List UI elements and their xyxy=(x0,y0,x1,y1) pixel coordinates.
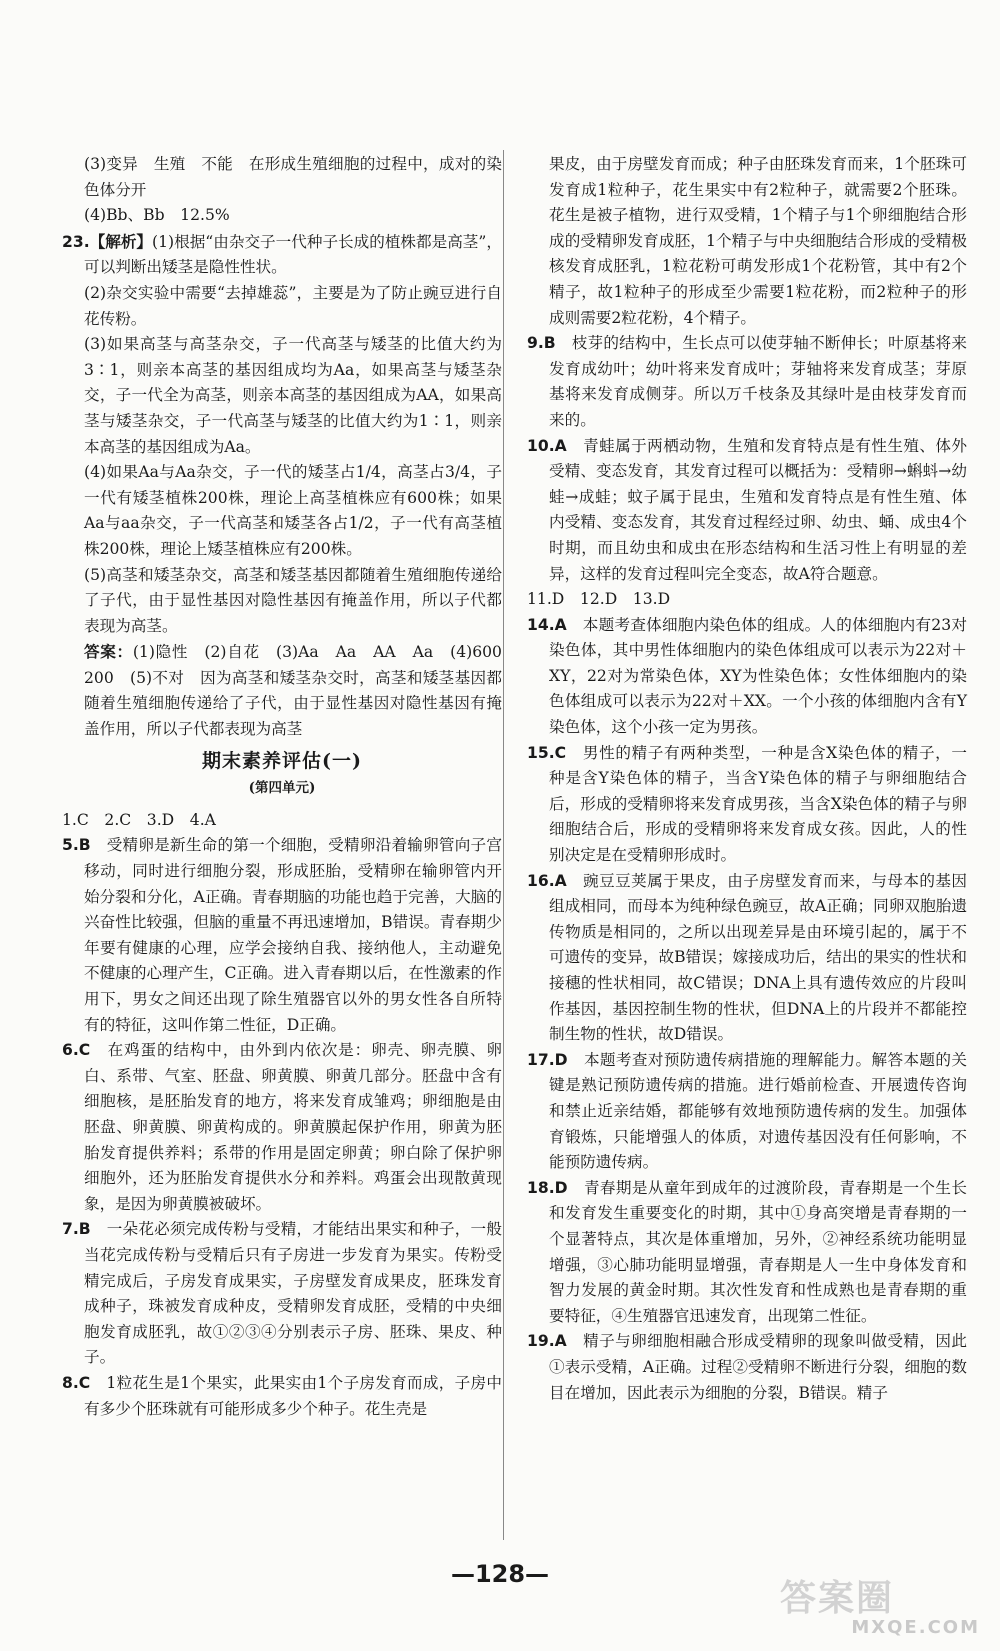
q9-text: 枝芽的结构中，生长点可以使芽轴不断伸长；叶原基将来发育成幼叶；幼叶将来发育成叶；芽轴将来发育成茎；芽原基将来发育成侧芽。所以万千枝条及其绿叶是由枝芽发育而来的。 xyxy=(549,334,967,429)
section-subtitle: (第四单元) xyxy=(248,780,316,797)
q5 xyxy=(62,833,502,1038)
q5-number: 5.B xyxy=(62,836,91,855)
watermark-site: MXQE.COM xyxy=(851,1617,980,1638)
q6-text: 在鸡蛋的结构中，由外到内依次是：卵壳、卵壳膜、卵白、系带、气室、胚盘、卵黄膜、卵黄几部分。胚盘中含有细胞核，是胚胎发育的地方，将来发育成雏鸡；卵细胞是由胚盘、卵黄膜、卵黄构成的。卵黄膜起保护作用，卵黄为胚胎发育提供养料；系带的作用是固定卵黄；卵白除了保护卵细胞外，还为胚胎发育提供水分和养料。鸡蛋会出现散黄现象，是因为卵黄膜被破坏。 xyxy=(84,1041,502,1213)
q23-answer xyxy=(62,639,518,742)
answer-label: 答案： xyxy=(84,642,133,662)
q22-part3: (3)变异 生殖 不能 在形成生殖细胞的过程中，成对的染色体分开 xyxy=(84,155,502,199)
q19-text: 精子与卵细胞相融合形成受精卵的现象叫做受精，因此①表示受精，A正确。过程②受精卵不断进行分裂，细胞的数目在增加，因此表示为细胞的分裂，B错误。精子 xyxy=(549,1332,967,1402)
q14-text: 本题考查体细胞内染色体的组成。人的体细胞内有23对染色体，其中男性体细胞内的染色体组成可以表示为22对＋XY，22对为常染色体，XY为性染色体；女性体细胞内的染色体组成可以表示为22对＋XX。一个小孩的体细胞内含有Y染色体，这个小孩一定为男孩。 xyxy=(549,615,967,737)
q8-continued: 果皮，由于房壁发育而成；种子由胚珠发育而来，1个胚珠可发育成1粒种子，花生果实中有2粒种子，就需要2个胚珠。花生是被子植物，进行双受精，1个精子与1个卵细胞结合形成的受精卵发育成胚，1个精子与中央细胞结合形成的受精极核发育成胚乳，1粒花粉可萌发形成1个花粉管，其中有2个精子，故1粒种子的形成至少需要1粒花粉，而2粒种子的形成则需要2粒花粉，4个精子。 xyxy=(549,155,967,327)
q15-text: 男性的精子有两种类型，一种是含X染色体的精子，一种是含Y染色体的精子，当含Y染色体的精子与卵细胞结合后，形成的受精卵将来发育成男孩，当含X染色体的精子与卵细胞结合后，形成的受精卵将来发育成女孩。因此，人的性别决定是在受精卵形成时。 xyxy=(549,743,967,865)
watermark-logo xyxy=(780,1570,980,1640)
q6 xyxy=(62,1038,502,1217)
page-number: —128— xyxy=(450,1560,550,1588)
q23-part1: (1)根据“由杂交子一代种子长成的植株都是高茎”，可以判断出矮茎是隐性性状。 xyxy=(84,232,502,277)
q23-number: 23. xyxy=(62,232,90,251)
q23-part3: (3)如果高茎与高茎杂交，子一代高茎与矮茎的比值大约为3∶1，则亲本高茎的基因组成均为Aa，如果高茎与矮茎杂交，子一代全为高茎，则亲本高茎的基因组成为AA，如果高茎与矮茎杂交，子一代高茎与矮茎的比值大约为1∶1，则亲本高茎的基因组成为Aa。 xyxy=(84,335,502,456)
column-divider xyxy=(503,150,504,1540)
q14-number: 14.A xyxy=(527,615,567,634)
q10-text: 青蛙属于两栖动物，生殖和发育特点是有性生殖、体外受精、变态发育，其发育过程可以概括为：受精卵→蝌蚪→幼蛙→成蛙；蚊子属于昆虫，生殖和发育特点是有性生殖、体内受精、变态发育，其发育过程经过卵、幼虫、蛹、成虫4个时期，而且幼虫和成虫在形态结构和生活习性上有明显的差异，这样的发育过程叫完全变态，故A符合题意。 xyxy=(549,436,967,583)
q17-text: 本题考查对预防遗传病措施的理解能力。解答本题的关键是熟记预防遗传病的措施。进行婚前检查、开展遗传咨询和禁止近亲结婚，都能够有效地预防遗传病的发生。加强体育锻炼，只能增强人的体质，对遗传基因没有任何影响，不能预防遗传病。 xyxy=(549,1050,967,1172)
q23-intro xyxy=(62,229,502,281)
q23-part2: (2)杂交实验中需要“去掉雄蕊”，主要是为了防止豌豆进行自花传粉。 xyxy=(84,283,502,328)
analysis-tag: 【解析】 xyxy=(89,231,153,251)
q7-text: 一朵花必须完成传粉与受精，才能结出果实和种子，一般当花完成传粉与受精后只有子房进一步发育为果实。传粉受精完成后，子房发育成果实，子房壁发育成果皮，胚珠发育成种子，珠被发育成种皮，受精卵发育成胚，受精的中央细胞发育成胚乳，故①②③④分别表示子房、胚珠、果皮、种子。 xyxy=(84,1220,502,1367)
q1-4-answers: 1.C 2.C 3.D 4.A xyxy=(62,810,216,829)
answer-text: (1)隐性 (2)自花 (3)Aa Aa AA Aa (4)600 200 (5)不对 因为高茎和矮茎杂交时，高茎和矮茎基因都随着生殖细胞传递给了子代，由于显性基因对隐性基因有掩盖作用，所以子代都表现为高茎 xyxy=(84,643,518,739)
q19 xyxy=(527,1329,967,1406)
q16-text: 豌豆豆荚属于果皮，由子房壁发育而来，与母本的基因组成相同，而母本为纯种绿色豌豆，故A正确；同卵双胞胎遗传物质是相同的，之所以出现差异是由环境引起的，属于不可遗传的变异，故B错误；嫁接成功后，结出的果实的性状和接穗的性状相同，故C错误；DNA上具有遗传效应的片段叫作基因，基因控制生物的性状，但DNA上的片段并不都能控制生物的性状，故D错误。 xyxy=(549,871,967,1044)
q17-number: 17.D xyxy=(527,1050,568,1069)
q8-number: 8.C xyxy=(62,1373,91,1392)
q23-part4: (4)如果Aa与Aa杂交，子一代的矮茎占1/4，高茎占3/4，子一代有矮茎植株200株，理论上高茎植株应有600株；如果Aa与aa杂交，子一代高茎和矮茎各占1/2，子一代有高茎植株200株，理论上矮茎植株应有200株。 xyxy=(84,463,502,558)
q9 xyxy=(527,331,967,433)
q15-number: 15.C xyxy=(527,743,567,762)
section-title: 期末素养评估(一) xyxy=(202,749,362,772)
q10 xyxy=(527,434,967,588)
q7-number: 7.B xyxy=(62,1220,91,1239)
q15 xyxy=(527,741,967,869)
q22-part4: (4)Bb、Bb 12.5% xyxy=(84,206,230,225)
q11-13-answers: 11.D 12.D 13.D xyxy=(527,590,671,609)
q16 xyxy=(527,869,967,1048)
q14 xyxy=(527,613,967,741)
q23-part5: (5)高茎和矮茎杂交，高茎和矮茎基因都随着生殖细胞传递给了子代，由于显性基因对隐性基因有掩盖作用，所以子代都表现为高茎。 xyxy=(84,565,502,635)
q8-text: 1粒花生是1个果实，此果实由1个子房发育而成，子房中有多少个胚珠就有可能形成多少个种子。花生壳是 xyxy=(84,1373,502,1418)
q17 xyxy=(527,1048,967,1176)
left-column xyxy=(62,152,518,1422)
q18-text: 青春期是从童年到成年的过渡阶段，青春期是一个生长和发育发生重要变化的时期，其中①身高突增是青春期的一个显著特点，其次是体重增加，另外，②神经系统功能明显增强，③心肺功能明显增强，青春期是人一生中身体发育和智力发展的黄金时期。其次性发育和性成熟也是青春期的重要特征，④生殖器官迅速发育，出现第二性征。 xyxy=(549,1178,967,1325)
q7 xyxy=(62,1217,502,1371)
q8 xyxy=(62,1371,502,1422)
q9-number: 9.B xyxy=(527,334,556,353)
q18 xyxy=(527,1176,967,1330)
q19-number: 19.A xyxy=(527,1332,567,1351)
q18-number: 18.D xyxy=(527,1178,568,1197)
q10-number: 10.A xyxy=(527,436,567,455)
q16-number: 16.A xyxy=(527,871,567,890)
q5-text: 受精卵是新生命的第一个细胞，受精卵沿着输卵管向子宫移动，同时进行细胞分裂，形成胚胎，受精卵在输卵管内开始分裂和分化，A正确。青春期脑的功能也趋于完善，大脑的兴奋性比较强，但脑的重量不再迅速增加，B错误。青春期少年要有健康的心理，应学会接纳自我、接纳他人，主动避免不健康的心理产生，C正确。进入青春期以后，在性激素的作用下，男女之间还出现了除生殖器官以外的男女性各自所特有的特征，这叫作第二性征，D正确。 xyxy=(84,836,502,1034)
q6-number: 6.C xyxy=(62,1041,91,1060)
right-column xyxy=(527,152,967,1406)
watermark-text: 答案圈 xyxy=(780,1578,895,1619)
